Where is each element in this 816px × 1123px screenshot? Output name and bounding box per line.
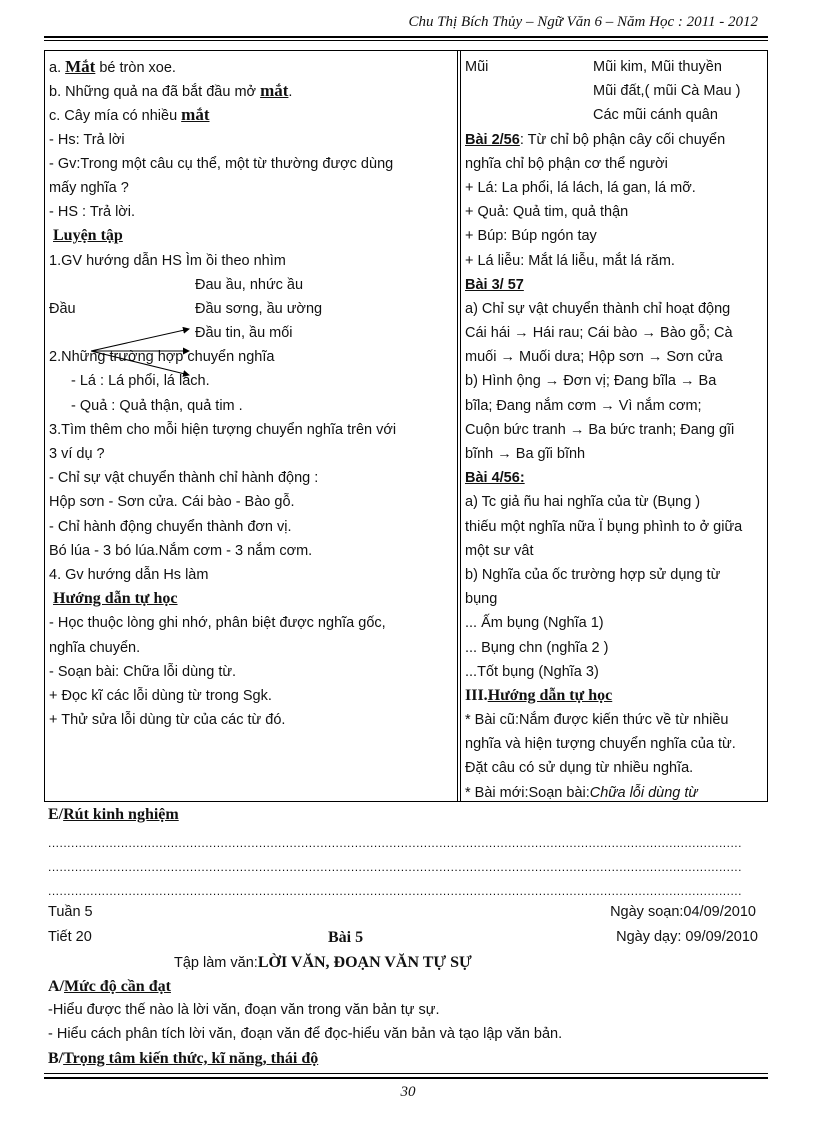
text-line: nghĩa chuyển.: [49, 639, 141, 656]
period-row: [48, 929, 768, 945]
text-line: Cuộn bức tranh → Ba bức tranh; Đang gĩi: [465, 421, 735, 438]
prep-date: Ngày soạn:04/09/2010: [610, 904, 756, 920]
footer-rule-thin: [44, 1073, 768, 1074]
arrow-down: [91, 351, 189, 375]
text-line: thiếu một nghĩa nữa Ï bụng phình to ở giữa: [465, 518, 743, 535]
text-line: 1.GV hướng dẫn HS Ìm ồi theo nhìm: [49, 252, 286, 269]
mui-row-1: Mũi Mũi kim, Mũi thuyền: [465, 59, 722, 75]
column-divider: [457, 51, 461, 801]
dotted-line-2: .....................................................................................................................................................................................: [48, 860, 742, 874]
running-header: Chu Thị Bích Thủy – Ngữ Văn 6 – Năm Học : 2011 - 2012: [408, 14, 758, 30]
text-line: một sư vât: [465, 542, 534, 559]
example-a: a. Mắt bé tròn xoe.: [49, 57, 176, 76]
section-3-heading: III.Hướng dẫn tự học: [465, 686, 613, 704]
text-line: b) Nghĩa của ốc trường hợp sử dụng từ: [465, 566, 721, 583]
text-line: - Soạn bài: Chữa lỗi dùng từ.: [49, 663, 237, 680]
section-b-heading: B/Trọng tâm kiến thức, kĩ năng, thái độ: [48, 1050, 319, 1067]
text-line: + Quả: Quả tim, quả thận: [465, 204, 629, 221]
text-line: Cái hái → Hái rau; Cái bào → Bào gỗ; Cà: [465, 325, 733, 342]
text-line: -Hiểu được thế nào là lời văn, đoạn văn trong văn bản tự sự.: [48, 1002, 440, 1018]
text-line: ... Ấm bụng (Nghĩa 1): [465, 615, 604, 632]
text-line: + Lá liễu: Mắt lá liễu, mắt lá răm.: [465, 252, 675, 269]
dotted-line-3: .....................................................................................................................................................................................: [48, 884, 742, 898]
text-line: - Chỉ hành động chuyển thành đơn vị.: [49, 518, 292, 535]
section-a-heading: A/Mức độ cần đạt: [48, 978, 171, 995]
text-line: - Quả : Quả thận, quả tim .: [71, 397, 243, 414]
week-label: Tuần 5: [48, 904, 93, 920]
text-line: - Chỉ sự vật chuyển thành chỉ hành động :: [49, 470, 319, 487]
period-label: Tiết 20: [48, 929, 92, 945]
text-line: + Thử sửa lỗi dùng từ của các từ đó.: [49, 712, 286, 729]
subject-label: Tập làm văn:: [174, 955, 258, 971]
exercise-2-title: Bài 2/56: Từ chỉ bộ phận cây cối chuyển: [465, 131, 726, 148]
week-row: [48, 904, 768, 920]
practice-heading: Luyện tập: [53, 227, 123, 245]
lesson-title-row: [48, 954, 768, 972]
exercise-3-title: Bài 3/ 57: [465, 276, 524, 293]
text-line: 2.Những trường hợp chuyển nghĩa: [49, 349, 275, 366]
example-c: c. Cây mía có nhiều mắt: [49, 105, 210, 125]
exercise-4-title: Bài 4/56:: [465, 470, 525, 487]
example-b: b. Những quả na đã bắt đầu mở mắt.: [49, 81, 293, 101]
text-line: bĩnh → Ba gĩi bĩnh: [465, 446, 586, 462]
dau-branch-3: Đầu tin, ầu mối: [195, 325, 293, 342]
review-heading: E/Rút kinh nghiệm: [48, 806, 179, 823]
text-line: - Học thuộc lòng ghi nhớ, phân biệt được nghĩa gốc,: [49, 615, 386, 632]
text-line: * Bài mới:Soạn bài:Chữa lỗi dùng từ: [465, 784, 698, 801]
text-line: ... Bụng chn (nghĩa 2 ): [465, 639, 609, 656]
dotted-line-1: .....................................................................................................................................................................................: [48, 836, 742, 850]
dau-branch-2: Đầu Đầu sơng, ầu ường: [49, 300, 323, 317]
text-line: Bó lúa - 3 bó lúa.Nắm cơm - 3 nắm cơm.: [49, 542, 313, 559]
footer-rule: [44, 1077, 768, 1079]
text-line: + Búp: Búp ngón tay: [465, 228, 597, 245]
page-number: 30: [400, 1084, 416, 1100]
text-line: 4. Gv hướng dẫn Hs làm: [49, 566, 209, 583]
text-line: - Gv:Trong một câu cụ thể, một từ thường được dùng: [49, 155, 394, 172]
text-line: - Hiểu cách phân tích lời văn, đoạn văn để đọc-hiểu văn bản và tạo lập văn bản.: [48, 1026, 563, 1042]
text-line: Đặt câu có sử dụng từ nhiều nghĩa.: [465, 760, 694, 777]
text-line: - Hs: Trả lời: [49, 131, 125, 148]
mui-row-2: Mũi đất,( mũi Cà Mau ): [593, 83, 741, 100]
header-rule-thin: [44, 40, 768, 41]
text-line: + Lá: La phổi, lá lách, lá gan, lá mỡ.: [465, 179, 696, 196]
text-line: b) Hình ộng → Đơn vị; Đang bĩla → Ba: [465, 373, 717, 390]
branch-arrows: [85, 319, 195, 389]
dau-branch-1: Đau ầu, nhức ầu: [195, 276, 304, 293]
text-line: a) Chỉ sự vật chuyển thành chỉ hoạt động: [465, 300, 731, 317]
text-line: nghĩa và hiện tượng chuyển nghĩa của từ.: [465, 736, 736, 753]
text-line: 3.Tìm thêm cho mỗi hiện tượng chuyển nghĩa trên với: [49, 421, 397, 438]
lesson-table: [44, 50, 768, 802]
arrow-up: [91, 329, 189, 351]
selfstudy-heading: Hướng dẫn tự học: [53, 590, 178, 608]
text-line: + Đọc kĩ các lỗi dùng từ trong Sgk.: [49, 687, 272, 704]
text-line: - Lá : Lá phổi, lá lách.: [71, 373, 210, 390]
text-line: bĩla; Đang nắm cơm → Vì nắm cơm;: [465, 397, 702, 414]
teach-date: Ngày dạy: 09/09/2010: [616, 929, 758, 945]
right-column: [465, 55, 765, 805]
lesson-number: Bài 5: [328, 929, 364, 946]
text-line: Hộp sơn - Sơn cửa. Cái bào - Bào gỗ.: [49, 494, 295, 511]
dau-root: Đầu: [49, 300, 76, 317]
text-line: a) Tc giả ñu hai nghĩa của từ (Bụng ): [465, 494, 701, 511]
text-line: 3 ví dụ ?: [49, 446, 105, 462]
text-line: nghĩa chỉ bộ phận cơ thể người: [465, 155, 668, 172]
text-line: mấy nghĩa ?: [49, 179, 129, 196]
text-line: bụng: [465, 591, 498, 608]
lesson-title: LỜI VĂN, ĐOẠN VĂN TỰ SỰ: [257, 954, 472, 971]
text-line: - HS : Trả lời.: [49, 204, 136, 221]
text-line: ...Tốt bụng (Nghĩa 3): [465, 663, 599, 680]
text-line: muối → Muối dưa; Hộp sơn → Sơn cửa: [465, 349, 723, 366]
text-line: * Bài cũ:Nắm được kiến thức về từ nhiều: [465, 712, 729, 729]
mui-row-3: Các mũi cánh quân: [593, 107, 718, 124]
header-rule: [44, 36, 768, 38]
left-column: [49, 55, 453, 732]
